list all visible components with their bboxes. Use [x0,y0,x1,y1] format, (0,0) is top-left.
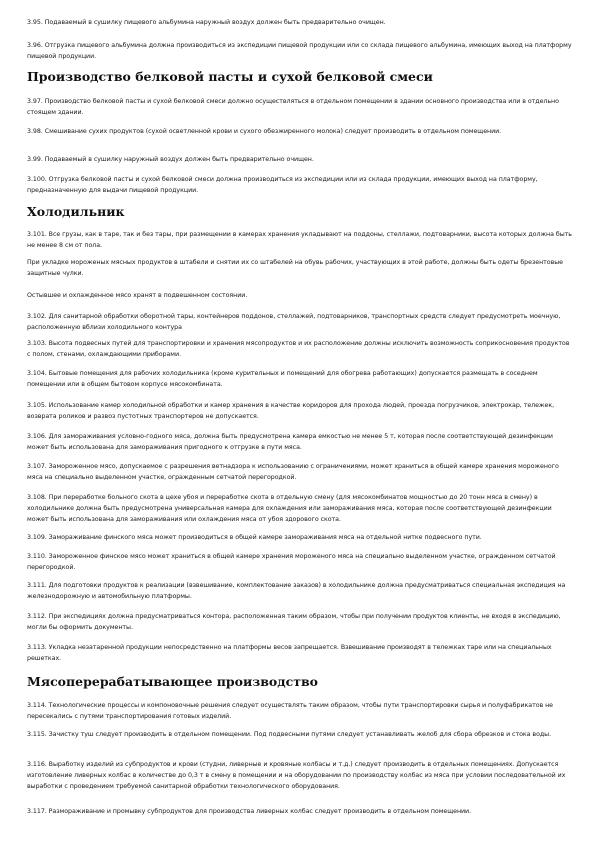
paragraph-3-106: 3.106. Для замораживания условно-годного мяса, должна быть предусмотрена камера емкостью не менее 5 т, которая после соответствующей дезинфекции может быть использована для замораживания пригодного к отгрузке в пути мяса. [27,433,553,451]
paragraph-3-96: 3.96. Отгрузка пищевого альбумина должна производиться из экспедиции пищевой продукции или со склада пищевого альбумина, имеющих выход на платформу пищевой продукции. [27,42,572,60]
section-heading-protein: Производство белковой пасты и сухой белковой смеси [27,69,433,84]
section-heading-fridge: Холодильник [27,204,125,219]
paragraph-3-111: 3.111. Для подготовки продуктов к реализации (взвешивание, комплектование заказов) в холодильнике должна предусматриваться специальная экспедиция на железнодорожную и автомобильную платформы. [27,582,566,600]
paragraph-3-102: 3.102. Для санитарной обработки оборотной тары, контейнеров поддонов, стеллажей, подтоварников, транспортных средств следует предусмотреть моечную, расположенную вблизи холодильного контура [27,313,561,331]
paragraph-3-97: 3.97. Производство белковой пасты и сухой белковой смеси должно осуществляться в отдельном помещении в здании основного производства или в отдельно стоящем здании. [27,98,559,116]
paragraph-3-95: 3.95. Подаваемый в сушилку пищевого альбумина наружный воздух должен быть предварительно очищен. [27,19,386,26]
paragraph-3-114: 3.114. Технологические процессы и компоновочные решения следует осуществлять таким образом, чтобы пути транспортировки сырья и полуфабрикатов не пересекались с путями транспортирования готовых изделий. [27,702,553,720]
paragraph-3-101: 3.101. Все грузы, как в таре, так и без тары, при размещении в камерах хранения укладывают на поддоны, стеллажи, подтоварники, высота которых должна быть не менее 8 см от пола. [27,231,572,249]
paragraph-3-108: 3.108. При переработке больного скота в цехе убоя и переработке скота в отдельную смену (для мясокомбинатов мощностью до 20 тонн мяса в смену) в холодильнике должна быть предусмотрена универсальная камера для охлаждения или замораживания мяса, которая после соответствующей дезинфекции может быть использована для замораживания или охлаждения мяса от убоя здорового скота. [27,494,552,523]
paragraph-3-107: 3.107. Замороженное мясо, допускаемое с разрешения ветнадзора к использованию с ограничениями, может храниться в общей камере хранения мороженого мяса на специально выделенном участке, огражденным сетчатой перегородкой. [27,463,559,481]
paragraph-workers: При укладке мороженых мясных продуктов в штабели и снятии их со штабелей на обувь рабочих, участвующих в этой работе, должны быть одеты брезентовые защитные чулки. [27,259,563,277]
paragraph-3-98: 3.98. Смешивание сухих продуктов (сухой осветленной крови и сухого обезжиренного молока) следует производить в отдельном помещении. [27,128,502,135]
paragraph-3-113: 3.113. Укладка незатаренной продукции непосредственно на платформы весов запрещается. Взвешивание производят в тележках таре или на специальных решетках. [27,644,552,662]
paragraph-3-115: 3.115. Зачистку туш следует производить в отдельном помещении. Под подвесными путями следует устанавливать желоб для сбора обрезков и стока воды. [27,731,552,738]
paragraph-3-112: 3.112. При экспедициях должна предусматриваться контора, расположенная таким образом, чтобы при получении продуктов клиенты, не входя в экспедицию, могли бы оформить документы. [27,613,561,631]
paragraph-3-110: 3.110. Замороженное финское мясо может храниться в общей камере хранения мороженого мяса на специально выделенном участке, огражденном сетчатой перегородкой. [27,553,556,571]
paragraph-3-116: 3.116. Выработку изделий из субпродуктов и крови (студни, ливерные и кровяные колбасы и т.д.) следует производить в отдельных помещениях. Допускается изготовление ливерных колбас в количестве до 0,3 т в смену в помещении и на оборудовании по производству колбас из мяса при условии последовательной их выработки с проведением требуемой санитарной обработки технологического оборудования. [27,761,566,790]
paragraph-3-105: 3.105. Использование камер холодильной обработки и камер хранения в качестве коридоров для прохода людей, проезда погрузчиков, электрокар, тележек, возврата роликов и развоз пустотных транспортеров не допускается. [27,402,555,420]
paragraph-3-104: 3.104. Бытовые помещения для рабочих холодильника (кроме курительных и помещений для обогрева работающих) допускается размещать в соседнем помещении или в общем бытовом корпусе мясокомбината. [27,370,538,388]
paragraph-3-103: 3.103. Высота подвесных путей для транспортировки и хранения мясопродуктов и их расположение должны исключить возможность соприкосновения продуктов с полом, стенами, охлаждающими приборами. [27,340,570,358]
section-heading-meat-processing: Мясоперерабатывающее производство [27,674,318,689]
paragraph-cooled-meat: Остывшее и охлажденное мясо хранят в подвешенном состоянии. [27,292,248,299]
paragraph-3-99: 3.99. Подаваемый в сушилку наружный воздух должен быть предварительно очищен. [27,156,314,163]
paragraph-3-100: 3.100. Отгрузка белковой пасты и сухой белковой смеси должна производиться из экспедиции или из склада продукции, имеющих выход на платформу, предназначенную для выдачи пищевой продукции. [27,176,538,194]
paragraph-3-109: 3.109. Замораживание финского мяса может производиться в общей камере замораживания мяса на отдельной нитке подвесного пути. [27,534,482,541]
paragraph-3-117: 3.117. Размораживание и промывку субпродуктов для производства ливерных колбас следует производить в отдельном помещении. [27,808,472,815]
